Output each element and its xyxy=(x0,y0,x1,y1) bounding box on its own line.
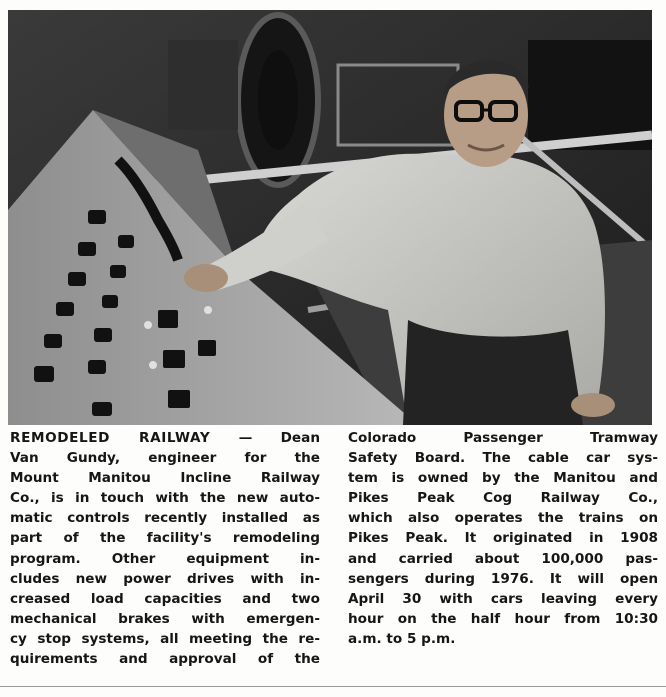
caption-line: a.m. to 5 p.m. xyxy=(348,630,456,647)
photo-caption xyxy=(10,428,658,683)
caption-line: Van Gundy, engineer for the xyxy=(10,450,320,467)
caption-line: Mount Manitou Incline Railway xyxy=(10,470,320,487)
caption-line: Co., is in touch with the new auto- xyxy=(10,490,320,507)
caption-line: cludes new power drives with in- xyxy=(10,570,320,587)
caption-line: matic controls recently installed as xyxy=(10,510,320,527)
caption-line: creased load capacities and two xyxy=(10,590,320,607)
caption-line: Colorado Passenger Tramway xyxy=(348,430,658,446)
caption-line: REMODELED RAILWAY — Dean xyxy=(10,430,321,446)
caption-line: Pikes Peak. It originated in 1908 xyxy=(348,530,658,547)
caption-line: Pikes Peak Cog Railway Co., xyxy=(348,490,658,507)
caption-line: quirements and approval of the xyxy=(10,651,320,668)
caption-line: cy stop systems, all meeting the re- xyxy=(10,630,320,647)
caption-line: which also operates the trains on xyxy=(348,510,658,527)
caption-line: hour on the half hour from 10:30 xyxy=(348,610,658,627)
photo-illustration xyxy=(8,10,652,425)
caption-line: and carried about 100,000 pas- xyxy=(348,550,658,567)
bottom-rule xyxy=(0,686,666,687)
caption-headline: REMODELED RAILWAY xyxy=(10,430,211,446)
caption-line: tem is owned by the Manitou and xyxy=(348,470,658,487)
news-photo xyxy=(8,10,652,425)
caption-line: part of the facility's remodeling xyxy=(10,530,320,547)
caption-column-right xyxy=(348,428,658,683)
caption-line: Safety Board. The cable car sys- xyxy=(348,450,658,467)
caption-line: sengers during 1976. It will open xyxy=(348,570,658,587)
caption-line: mechanical brakes with emergen- xyxy=(10,610,320,627)
caption-line: program. Other equipment in- xyxy=(10,550,320,567)
caption-column-left xyxy=(10,428,320,683)
caption-line: April 30 with cars leaving every xyxy=(348,590,658,607)
